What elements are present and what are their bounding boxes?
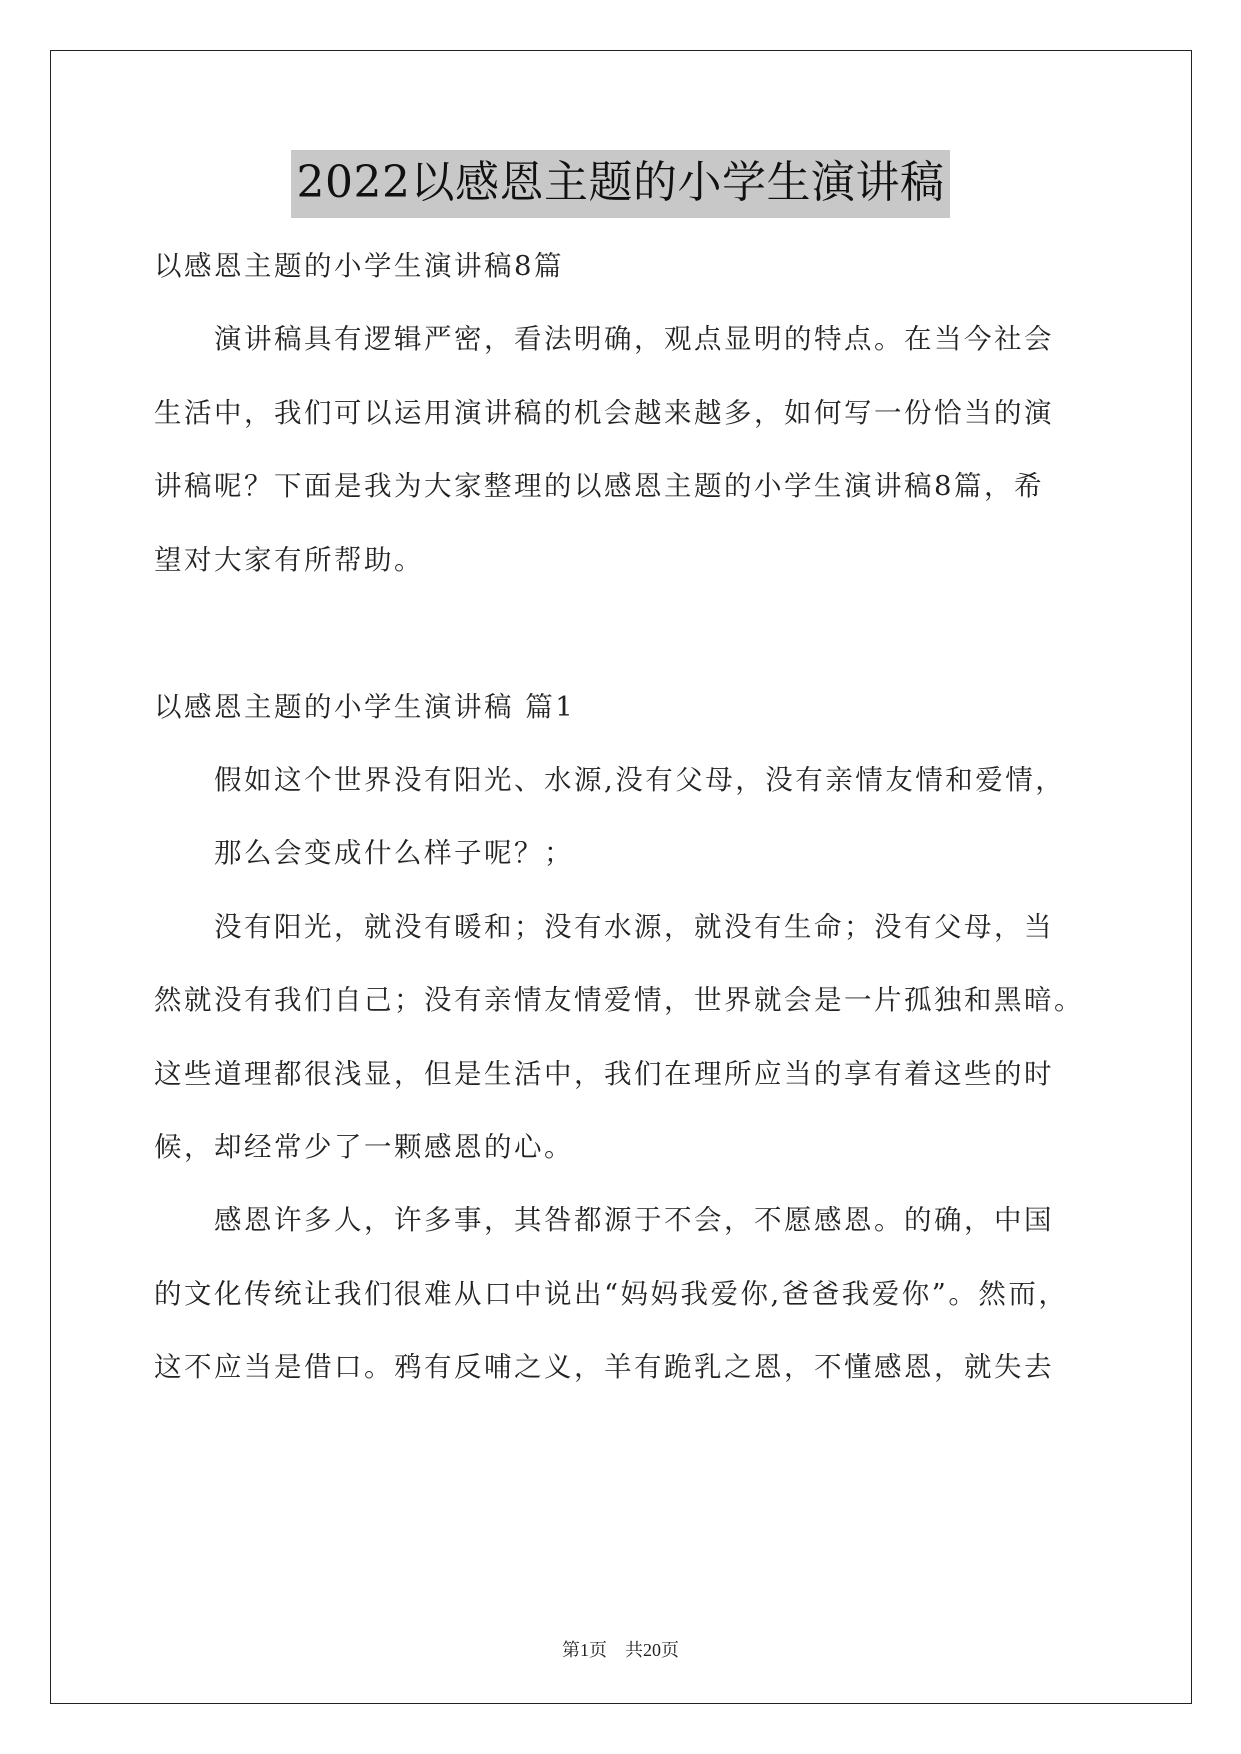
- paragraph-line: 这不应当是借口。鸦有反哺之义，羊有跪乳之恩，不懂感恩，就失去: [154, 1351, 1054, 1383]
- paragraph-line: 生活中，我们可以运用演讲稿的机会越来越多，如何写一份恰当的演: [154, 397, 1054, 429]
- subtitle-line: 以感恩主题的小学生演讲稿8篇: [154, 250, 564, 282]
- page-border: [50, 50, 1192, 1704]
- paragraph-line: 望对大家有所帮助。: [154, 544, 424, 576]
- paragraph-line: 感恩许多人，许多事，其咎都源于不会，不愿感恩。的确，中国: [154, 1204, 1054, 1236]
- section-heading: 以感恩主题的小学生演讲稿 篇1: [154, 691, 576, 723]
- paragraph-line: 的文化传统让我们很难从口中说出“妈妈我爱你,爸爸我爱你”。然而，: [154, 1278, 1069, 1310]
- paragraph-line: 这些道理都很浅显，但是生活中，我们在理所应当的享有着这些的时: [154, 1058, 1054, 1090]
- title-container: [0, 150, 1241, 218]
- paragraph-line: 那么会变成什么样子呢？；: [154, 837, 574, 869]
- paragraph-line: 演讲稿具有逻辑严密，看法明确，观点显明的特点。在当今社会: [154, 323, 1054, 355]
- paragraph-line: 然就没有我们自己；没有亲情友情爱情，世界就会是一片孤独和黑暗。: [154, 984, 1084, 1016]
- paragraph-line: 没有阳光，就没有暖和；没有水源，就没有生命；没有父母，当: [154, 911, 1054, 943]
- paragraph-line: 讲稿呢？下面是我为大家整理的以感恩主题的小学生演讲稿8篇，希: [154, 470, 1044, 502]
- paragraph-line: 假如这个世界没有阳光、水源,没有父母，没有亲情友情和爱情，: [154, 764, 1066, 796]
- document-title: 2022以感恩主题的小学生演讲稿: [291, 150, 951, 218]
- page-number-footer: 第1页 共20页: [562, 1640, 679, 1660]
- paragraph-line: 候，却经常少了一颗感恩的心。: [154, 1131, 574, 1163]
